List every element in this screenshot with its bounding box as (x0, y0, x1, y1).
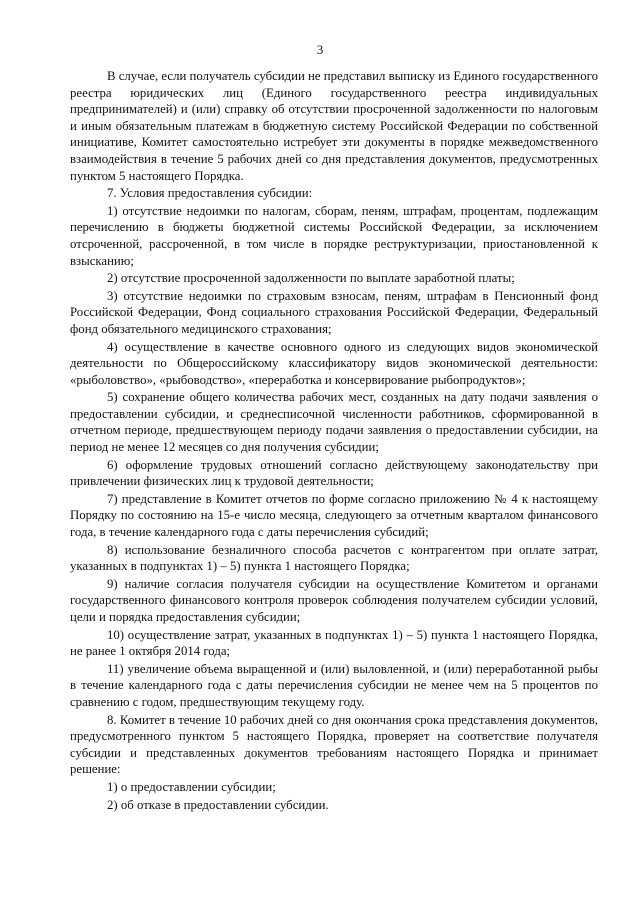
section-7-heading: 7. Условия предоставления субсидии: (107, 186, 313, 201)
page-number: 3 (316, 42, 324, 57)
condition-4: 4) осуществление в качестве основного одного из следующих видов экономической деятельности по Общероссийскому классификатору видов экономической деятельности: «рыболовство», «рыбоводство», «переработка и консервирование рыбопродуктов»; (70, 339, 598, 387)
condition-9: 9) наличие согласия получателя субсидии на осуществление Комитетом и органами государственного финансового контроля проверок соблюдения получателем субсидии условий, цели и порядка предоставления субсидии; (70, 576, 598, 624)
condition-1: 1) отсутствие недоимки по налогам, сборам, пеням, штрафам, процентам, подлежащим перечислению в бюджеты бюджетной системы Российской Федерации, за исключением отсроченной, рассроченной, в том числе в порядке реструктуризации, приостановленной к взысканию; (70, 203, 598, 268)
document-body (70, 68, 598, 813)
decision-2: 2) об отказе в предоставлении субсидии. (107, 797, 329, 812)
condition-2: 2) отсутствие просроченной задолженности по выплате заработной платы; (107, 271, 515, 286)
condition-7: 7) представление в Комитет отчетов по форме согласно приложению № 4 к настоящему Порядку по состоянию на 15-е число месяца, следующего за отчетным кварталом финансового года, в течение календарного года с даты перечисления субсидий; (70, 491, 598, 540)
decision-1: 1) о предоставлении субсидии; (107, 779, 276, 794)
condition-8: 8) использование безналичного способа расчетов с контрагентом при оплате затрат, указанных в подпунктах 1) – 5) пункта 1 настоящего Порядка; (70, 542, 598, 574)
condition-3: 3) отсутствие недоимки по страховым взносам, пеням, штрафам в Пенсионный фонд Российской Федерации, Фонд социального страхования Российской Федерации, Федеральный фонд обязательного медицинского страхования; (70, 288, 598, 336)
condition-6: 6) оформление трудовых отношений согласно действующему законодательству при привлечении физических лиц к трудовой деятельности; (70, 457, 598, 489)
section-8-paragraph: 8. Комитет в течение 10 рабочих дней со дня окончания срока представления документов, предусмотренного пунктом 5 настоящего Порядка, проверяет на соответствие получателя субсидии и представленных документов требованиям настоящего Порядка и принимает решение: (70, 712, 598, 777)
condition-5: 5) сохранение общего количества рабочих мест, созданных на дату подачи заявления о предоставлении субсидии, и среднесписочной численности работников, сформированной в отчетном периоде, предшествующем периоду подачи заявления о предоставлении субсидии, на период не менее 12 месяцев со дня получения субсидии; (70, 390, 598, 455)
paragraph-missing-documents: В случае, если получатель субсидии не представил выписку из Единого государственного реестра юридических лиц (Единого государственного реестра индивидуальных предпринимателей) и (или) справку об отсутствии просроченной задолженности по налоговым и иным обязательным платежам в бюджетную систему Российской Федерации по собственной инициативе, Комитет самостоятельно истребует эти документы в порядке межведомственного взаимодействия в течение 5 рабочих дней со дня представления документов, предусмотренных пунктом 5 настоящего Порядка. (70, 69, 598, 183)
condition-10: 10) осуществление затрат, указанных в подпунктах 1) – 5) пункта 1 настоящего Порядка, не ранее 1 октября 2014 года; (70, 627, 598, 659)
condition-11: 11) увеличение объема выращенной и (или) выловленной, и (или) переработанной рыбы в течение календарного года с даты перечисления субсидии не менее чем на 5 процентов по сравнению с годом, предшествующим текущему году. (70, 661, 598, 709)
